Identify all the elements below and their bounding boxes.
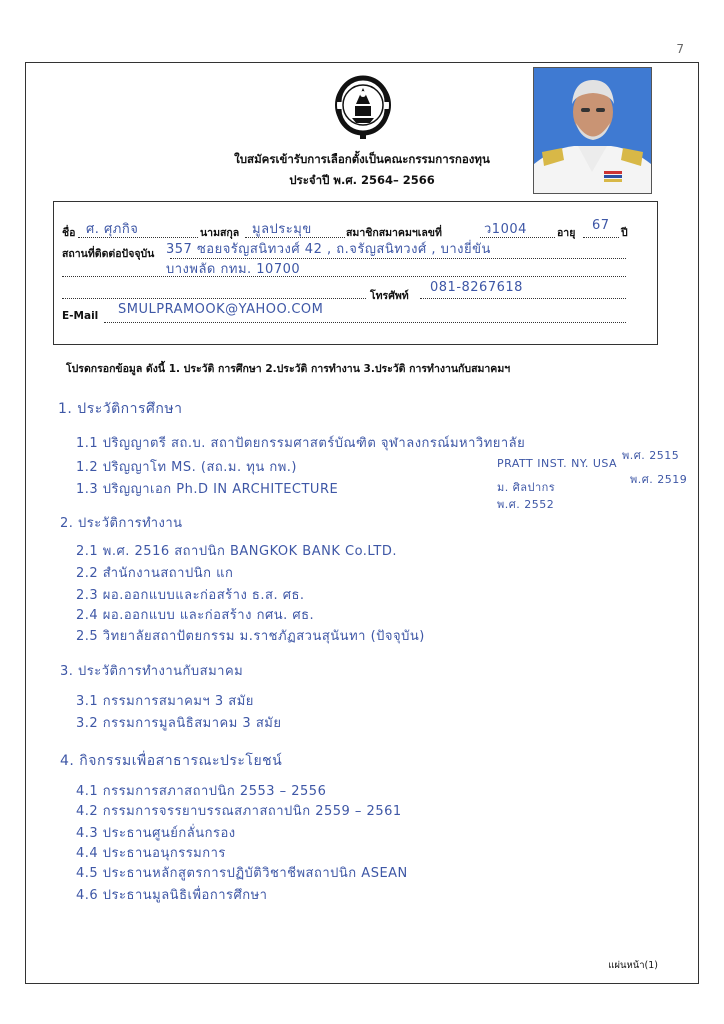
section1-note-5: พ.ศ. 2552: [497, 498, 555, 511]
section2-item-1: 2.1 พ.ศ. 2516 สถาปนิก BANGKOK BANK Co.LTD.: [76, 544, 397, 559]
section4-item-3: 4.3 ประธานศูนย์กลั่นกรอง: [76, 826, 236, 841]
email-label: E-Mail: [62, 310, 99, 322]
address-value-1[interactable]: 357 ซอยจรัญสนิทวงศ์ 42 , ถ.จรัญสนิทวงศ์ , บางยี่ขัน: [166, 242, 491, 257]
section3-item-1: 3.1 กรรมการสมาคมฯ 3 สมัย: [76, 694, 254, 709]
section1-item-3: 1.3 ปริญญาเอก Ph.D IN ARCHITECTURE: [76, 482, 339, 497]
applicant-info-box: [53, 201, 658, 345]
address-value-2[interactable]: บางพลัด กทม. 10700: [166, 262, 301, 277]
first-name-value[interactable]: ศ. ศุภกิจ: [86, 222, 139, 237]
page-corner-number: 7: [676, 42, 684, 56]
section4-item-6: 4.6 ประธานมูลนิธิเพื่อการศึกษา: [76, 888, 268, 903]
address-line-2: [62, 276, 626, 277]
page-footer: แผ่นหน้า(1): [608, 960, 658, 971]
section1-note-1: พ.ศ. 2515: [622, 449, 680, 462]
section1-note-2: PRATT INST. NY. USA: [497, 457, 618, 470]
blank-line: [62, 298, 366, 299]
member-number-value[interactable]: ว1004: [484, 222, 527, 237]
first-name-label: ชื่อ: [62, 227, 76, 239]
age-unit: ปี: [621, 227, 628, 239]
form-instruction: โปรดกรอกข้อมูล ดังนี้ 1. ประวัติ การศึกษา 2.ประวัติ การทำงาน 3.ประวัติ การทำงานกับสมาคมฯ: [66, 363, 511, 375]
surname-value[interactable]: มูลประมุข: [252, 222, 312, 237]
member-number-label: สมาชิกสมาคมฯเลขที่: [346, 227, 442, 239]
age-line: [583, 237, 619, 238]
age-label: อายุ: [557, 227, 576, 239]
email-value[interactable]: SMULPRAMOOK@YAHOO.COM: [118, 302, 324, 317]
address-label: สถานที่ติดต่อปัจจุบัน: [62, 248, 155, 260]
form-period: ประจำปี พ.ศ. 2564– 2566: [289, 173, 435, 187]
email-line: [104, 322, 626, 323]
section1-item-2: 1.2 ปริญญาโท MS. (สถ.ม. ทุน กพ.): [76, 460, 297, 475]
section3-item-2: 3.2 กรรมการมูลนิธิสมาคม 3 สมัย: [76, 716, 282, 731]
surname-label: นามสกุล: [200, 227, 240, 239]
section3-heading: 3. ประวัติการทำงานกับสมาคม: [60, 664, 244, 679]
association-seal-icon: [334, 74, 392, 140]
age-value[interactable]: 67: [592, 218, 610, 233]
section1-item-1: 1.1 ปริญญาตรี สถ.บ. สถาปัตยกรรมศาสตร์บัณฑิต จุฬาลงกรณ์มหาวิทยาลัย: [76, 436, 526, 451]
form-title: ใบสมัครเข้ารับการเลือกตั้งเป็นคณะกรรมการกองทุน: [234, 152, 490, 166]
section2-item-4: 2.4 ผอ.ออกแบบ และก่อสร้าง กศน. ศธ.: [76, 608, 315, 623]
section1-heading: 1. ประวัติการศึกษา: [58, 401, 183, 417]
phone-line: [420, 298, 626, 299]
phone-label: โทรศัพท์: [370, 290, 409, 302]
section1-note-3: พ.ศ. 2519: [630, 473, 688, 486]
section2-item-2: 2.2 สำนักงานสถาปนิก แก: [76, 566, 234, 581]
section2-heading: 2. ประวัติการทำงาน: [60, 516, 183, 531]
section2-item-5: 2.5 วิทยาลัยสถาปัตยกรรม ม.ราชภัฏสวนสุนันทา (ปัจจุบัน): [76, 629, 425, 644]
section4-item-2: 4.2 กรรมการจรรยาบรรณสภาสถาปนิก 2559 – 2561: [76, 804, 402, 819]
section4-item-4: 4.4 ประธานอนุกรรมการ: [76, 846, 226, 861]
section4-item-5: 4.5 ประธานหลักสูตรการปฏิบัติวิชาชีพสถาปนิก ASEAN: [76, 866, 408, 881]
phone-value[interactable]: 081-8267618: [430, 280, 523, 295]
section4-item-1: 4.1 กรรมการสภาสถาปนิก 2553 – 2556: [76, 784, 327, 799]
section1-note-4: ม. ศิลปากร: [497, 481, 556, 494]
section2-item-3: 2.3 ผอ.ออกแบบและก่อสร้าง ธ.ส. ศธ.: [76, 588, 305, 603]
section4-heading: 4. กิจกรรมเพื่อสาธารณะประโยชน์: [60, 753, 283, 769]
